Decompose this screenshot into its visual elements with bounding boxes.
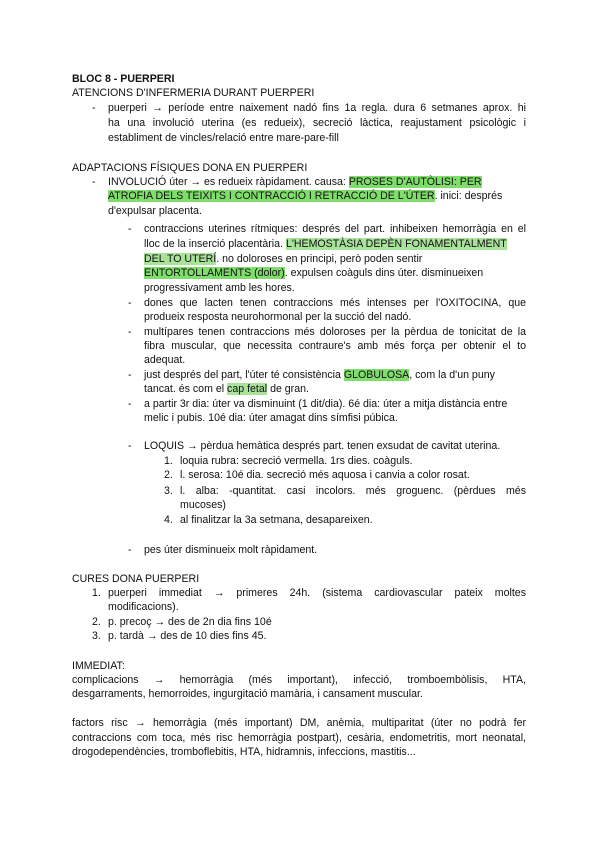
text-line: factors risc → hemorràgia (més important) DM, anèmia, multiparitat (úter no podrà fer: [72, 717, 526, 729]
section-heading-immediat: IMMEDIAT:: [72, 660, 125, 672]
text-line: DEL TO UTERÍ. no doloroses en principi, però poden sentir: [144, 253, 423, 265]
list-number: 2.: [92, 616, 101, 628]
bullet-dash: -: [92, 176, 96, 188]
highlight: GLOBULOSA: [343, 369, 410, 381]
text-line: pes úter disminueix molt ràpidament.: [144, 544, 318, 556]
text-line: melic i pubis. 10é dia: úter amagat dins símfisi púbica.: [144, 412, 398, 424]
text-line: multípares tenen contraccions més doloroses per la pèrdua de tonicitat de la: [144, 326, 526, 338]
text-line: INVOLUCIÓ úter → es redueix ràpidament. causa: PROSES D'AUTÒLISI: PER: [108, 176, 482, 188]
text-line: produeix resposta neurohormonal per la succió del nadó.: [144, 311, 412, 323]
text-line: p. tardà → des de 10 dies fins 45.: [108, 630, 267, 642]
text-line: a partir 3r dia: úter va disminuint (1 dit/dia). 6é dia: úter a mitja distància entre: [144, 398, 508, 410]
text-line: ENTORTOLLAMENTS (dolor). expulsen coàguls dins úter. disminueixen: [144, 267, 484, 279]
text-line: establiment de vincles/relació entre mare-pare-fill: [108, 132, 339, 144]
bullet-dash: -: [128, 369, 132, 381]
text-line: contraccions com toca, més risc hemorràgia postpart), cesària, endometritis, mort neonatal,: [72, 732, 526, 744]
text-line: ha una involució uterina (es redueix), secreció làctica, reajustament psicològic i: [108, 117, 526, 129]
bullet-dash: -: [92, 102, 96, 114]
bullet-dash: -: [128, 297, 132, 309]
bullet-dash: -: [128, 544, 132, 556]
highlight: cap fetal: [227, 383, 268, 395]
text-line: adequat.: [144, 354, 186, 366]
text-line: drogodependències, tromboflebitis, HTA, hidramnis, infeccions, mastitis...: [72, 746, 416, 758]
text-line: ATROFIA DELS TEIXITS I CONTRACCIÓ I RETRACCIÓ DE L'ÚTER. inici: després: [108, 190, 503, 202]
text-line: just després del part, l'úter té consistència GLOBULOSA, com la d'un puny: [144, 369, 495, 381]
document-title: BLOC 8 - PUERPERI: [72, 73, 175, 85]
highlight: L'HEMOSTÀSIA DEPÈN FONAMENTALMENT: [285, 238, 507, 250]
list-number: 4.: [164, 514, 173, 526]
text-line: lloc de la inserció placentària. L'HEMOSTÀSIA DEPÈN FONAMENTALMENT: [144, 238, 507, 250]
highlight: ENTORTOLLAMENTS (dolor): [144, 267, 285, 279]
bullet-dash: -: [128, 398, 132, 410]
text-line: p. precoç → des de 2n dia fins 10é: [108, 616, 272, 628]
text-line: puerperi → període entre naixement nadó fins 1a regla. dura 6 setmanes aprox. hi: [108, 102, 526, 114]
list-number: 1.: [92, 587, 101, 599]
highlight: PROSES D'AUTÒLISI: PER: [348, 176, 482, 188]
list-number: 2.: [164, 469, 173, 481]
text-line: puerperi immediat → primeres 24h. (sistema cardiovascular pateix moltes: [108, 587, 526, 599]
text-line: LOQUIS → pèrdua hemàtica després part. tenen exsudat de cavitat uterina.: [144, 440, 501, 452]
section-heading-atencions: ATENCIONS D'INFERMERIA DURANT PUERPERI: [72, 87, 315, 99]
text-line: loquia rubra: secreció vermella. 1rs dies. coàguls.: [180, 455, 413, 467]
text-line: tancat. és com el cap fetal de gran.: [144, 383, 309, 395]
text-line: l. serosa: 10é dia. secreció més aquosa i canvia a color rosat.: [180, 469, 470, 481]
highlight: DEL TO UTERÍ: [144, 253, 217, 265]
bullet-dash: -: [128, 440, 132, 452]
list-number: 3.: [92, 630, 101, 642]
text-line: desgarraments, hemorroides, ingurgitació mamària, i cansament muscular.: [72, 688, 423, 700]
text-line: fibra muscular, que necessita contraure's amb més força per obtenir el to: [144, 340, 526, 352]
list-number: 3.: [164, 485, 173, 497]
text-line: dones que lacten tenen contraccions més intenses per l'OXITOCINA, que: [144, 297, 526, 309]
bullet-dash: -: [128, 223, 132, 235]
list-number: 1.: [164, 455, 173, 467]
highlight: ATROFIA DELS TEIXITS I CONTRACCIÓ I RETRACCIÓ DE L'ÚTER: [108, 190, 435, 202]
section-heading-adaptacions: ADAPTACIONS FÍSIQUES DONA EN PUERPERI: [72, 162, 308, 174]
text-line: progressivament amb les hores.: [144, 282, 295, 294]
text-line: l. alba: -quantitat. casi incolors. més groguenc. (pèrdues més: [180, 485, 526, 497]
bullet-dash: -: [128, 326, 132, 338]
text-line: mucoses): [180, 499, 226, 511]
text-line: contraccions uterines rítmiques: després del part. inhibeixen hemorràgia en el: [144, 223, 526, 235]
text-line: modificacions).: [108, 601, 179, 613]
section-heading-cures: CURES DONA PUERPERI: [72, 573, 200, 585]
text-line: d'expulsar placenta.: [108, 205, 202, 217]
text-line: al finalitzar la 3a setmana, desapareixen.: [180, 514, 373, 526]
text-line: complicacions → hemorràgia (més important), infecció, tromboembòlisis, HTA,: [72, 674, 526, 686]
